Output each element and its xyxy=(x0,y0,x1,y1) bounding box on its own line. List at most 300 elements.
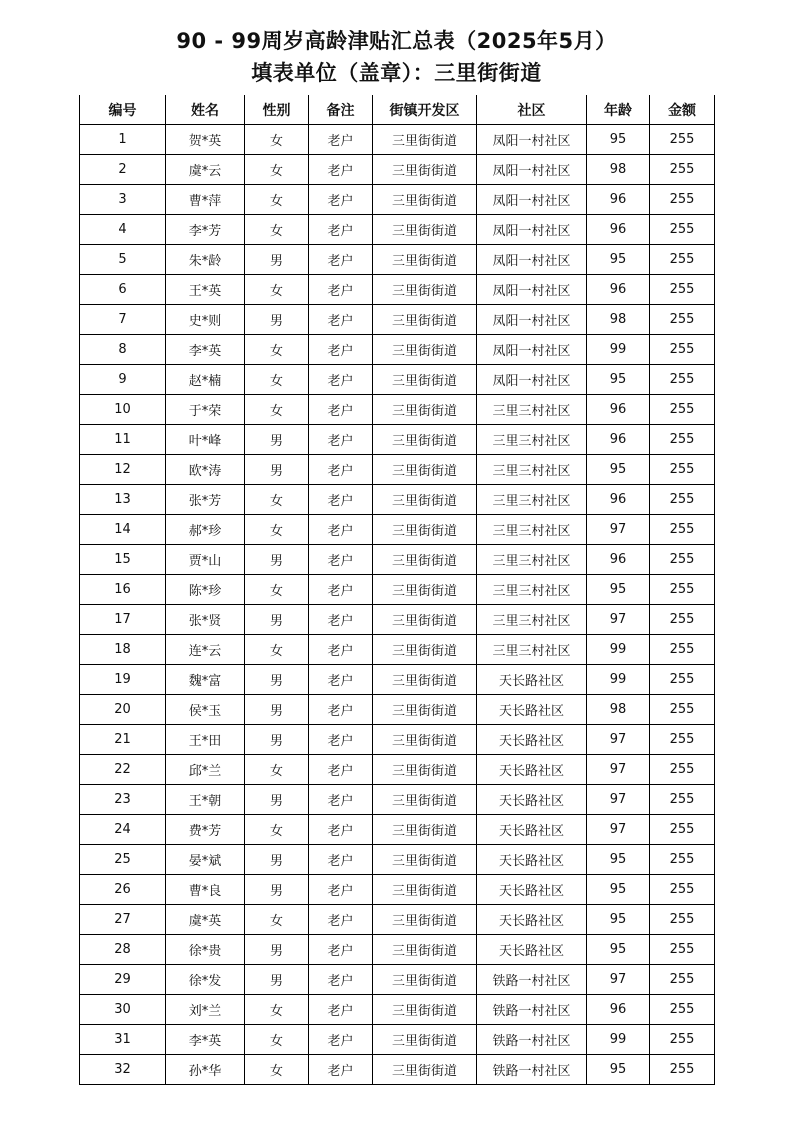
cell-community: 凤阳一村社区 xyxy=(477,245,587,275)
cell-street: 三里街街道 xyxy=(373,875,477,905)
cell-id: 27 xyxy=(80,905,166,935)
table-row xyxy=(80,755,715,785)
cell-age: 96 xyxy=(587,995,650,1025)
cell-amount: 255 xyxy=(650,545,715,575)
cell-street: 三里街街道 xyxy=(373,965,477,995)
cell-community: 凤阳一村社区 xyxy=(477,335,587,365)
cell-street: 三里街街道 xyxy=(373,1025,477,1055)
cell-id: 21 xyxy=(80,725,166,755)
cell-gender: 女 xyxy=(245,155,309,185)
cell-age: 95 xyxy=(587,905,650,935)
table-row xyxy=(80,155,715,185)
cell-name: 侯*玉 xyxy=(166,695,245,725)
cell-id: 16 xyxy=(80,575,166,605)
table-row xyxy=(80,305,715,335)
cell-street: 三里街街道 xyxy=(373,395,477,425)
cell-community: 三里三村社区 xyxy=(477,425,587,455)
cell-street: 三里街街道 xyxy=(373,695,477,725)
cell-gender: 男 xyxy=(245,425,309,455)
cell-name: 李*英 xyxy=(166,1025,245,1055)
cell-age: 97 xyxy=(587,785,650,815)
cell-name: 邱*兰 xyxy=(166,755,245,785)
table-row xyxy=(80,695,715,725)
cell-name: 费*芳 xyxy=(166,815,245,845)
cell-age: 95 xyxy=(587,365,650,395)
cell-amount: 255 xyxy=(650,995,715,1025)
cell-amount: 255 xyxy=(650,875,715,905)
cell-street: 三里街街道 xyxy=(373,755,477,785)
cell-age: 96 xyxy=(587,215,650,245)
cell-community: 天长路社区 xyxy=(477,665,587,695)
cell-id: 12 xyxy=(80,455,166,485)
cell-age: 95 xyxy=(587,575,650,605)
table-row xyxy=(80,485,715,515)
cell-community: 三里三村社区 xyxy=(477,395,587,425)
table-row xyxy=(80,125,715,155)
cell-amount: 255 xyxy=(650,935,715,965)
cell-note: 老户 xyxy=(309,1055,373,1085)
cell-id: 11 xyxy=(80,425,166,455)
cell-id: 8 xyxy=(80,335,166,365)
cell-street: 三里街街道 xyxy=(373,335,477,365)
cell-amount: 255 xyxy=(650,305,715,335)
cell-id: 13 xyxy=(80,485,166,515)
cell-note: 老户 xyxy=(309,695,373,725)
cell-community: 三里三村社区 xyxy=(477,455,587,485)
cell-gender: 男 xyxy=(245,665,309,695)
cell-community: 凤阳一村社区 xyxy=(477,185,587,215)
cell-name: 李*英 xyxy=(166,335,245,365)
cell-name: 曹*萍 xyxy=(166,185,245,215)
cell-gender: 女 xyxy=(245,185,309,215)
cell-gender: 女 xyxy=(245,215,309,245)
cell-age: 98 xyxy=(587,305,650,335)
table-row xyxy=(80,605,715,635)
table-row xyxy=(80,425,715,455)
cell-community: 天长路社区 xyxy=(477,695,587,725)
table-body xyxy=(80,125,715,1085)
cell-id: 4 xyxy=(80,215,166,245)
cell-gender: 男 xyxy=(245,545,309,575)
cell-note: 老户 xyxy=(309,845,373,875)
cell-age: 97 xyxy=(587,815,650,845)
cell-note: 老户 xyxy=(309,965,373,995)
cell-amount: 255 xyxy=(650,425,715,455)
cell-community: 天长路社区 xyxy=(477,875,587,905)
cell-gender: 女 xyxy=(245,575,309,605)
cell-note: 老户 xyxy=(309,455,373,485)
cell-note: 老户 xyxy=(309,875,373,905)
cell-age: 96 xyxy=(587,545,650,575)
cell-amount: 255 xyxy=(650,725,715,755)
cell-gender: 女 xyxy=(245,485,309,515)
table-row xyxy=(80,1025,715,1055)
cell-note: 老户 xyxy=(309,575,373,605)
table-row xyxy=(80,665,715,695)
table-row xyxy=(80,995,715,1025)
cell-name: 于*荣 xyxy=(166,395,245,425)
cell-street: 三里街街道 xyxy=(373,845,477,875)
cell-name: 赵*楠 xyxy=(166,365,245,395)
table-row xyxy=(80,185,715,215)
cell-name: 陈*珍 xyxy=(166,575,245,605)
cell-note: 老户 xyxy=(309,515,373,545)
cell-community: 凤阳一村社区 xyxy=(477,275,587,305)
cell-gender: 男 xyxy=(245,785,309,815)
cell-gender: 女 xyxy=(245,335,309,365)
cell-amount: 255 xyxy=(650,185,715,215)
cell-note: 老户 xyxy=(309,425,373,455)
cell-street: 三里街街道 xyxy=(373,905,477,935)
cell-street: 三里街街道 xyxy=(373,515,477,545)
cell-amount: 255 xyxy=(650,395,715,425)
cell-amount: 255 xyxy=(650,155,715,185)
cell-community: 铁路一村社区 xyxy=(477,965,587,995)
cell-note: 老户 xyxy=(309,905,373,935)
cell-community: 铁路一村社区 xyxy=(477,1055,587,1085)
cell-name: 朱*龄 xyxy=(166,245,245,275)
cell-amount: 255 xyxy=(650,815,715,845)
cell-community: 铁路一村社区 xyxy=(477,1025,587,1055)
cell-id: 30 xyxy=(80,995,166,1025)
cell-gender: 女 xyxy=(245,395,309,425)
table-row xyxy=(80,245,715,275)
cell-name: 徐*贵 xyxy=(166,935,245,965)
cell-name: 王*田 xyxy=(166,725,245,755)
cell-id: 25 xyxy=(80,845,166,875)
cell-age: 95 xyxy=(587,245,650,275)
cell-note: 老户 xyxy=(309,305,373,335)
cell-id: 23 xyxy=(80,785,166,815)
table-row xyxy=(80,575,715,605)
header-age: 年龄 xyxy=(587,95,650,125)
cell-amount: 255 xyxy=(650,215,715,245)
cell-age: 99 xyxy=(587,1025,650,1055)
cell-street: 三里街街道 xyxy=(373,935,477,965)
cell-note: 老户 xyxy=(309,485,373,515)
cell-amount: 255 xyxy=(650,365,715,395)
cell-street: 三里街街道 xyxy=(373,575,477,605)
cell-age: 99 xyxy=(587,665,650,695)
cell-note: 老户 xyxy=(309,665,373,695)
cell-amount: 255 xyxy=(650,515,715,545)
cell-id: 17 xyxy=(80,605,166,635)
cell-id: 32 xyxy=(80,1055,166,1085)
cell-street: 三里街街道 xyxy=(373,635,477,665)
cell-community: 天长路社区 xyxy=(477,785,587,815)
cell-gender: 男 xyxy=(245,695,309,725)
cell-gender: 女 xyxy=(245,515,309,545)
cell-community: 天长路社区 xyxy=(477,815,587,845)
cell-age: 95 xyxy=(587,935,650,965)
cell-age: 97 xyxy=(587,725,650,755)
cell-street: 三里街街道 xyxy=(373,125,477,155)
table-row xyxy=(80,875,715,905)
table-row xyxy=(80,815,715,845)
cell-id: 15 xyxy=(80,545,166,575)
cell-age: 96 xyxy=(587,485,650,515)
cell-amount: 255 xyxy=(650,125,715,155)
header-street: 街镇开发区 xyxy=(373,95,477,125)
cell-street: 三里街街道 xyxy=(373,485,477,515)
cell-note: 老户 xyxy=(309,785,373,815)
cell-gender: 男 xyxy=(245,845,309,875)
subsidy-summary-table xyxy=(79,95,715,1085)
cell-gender: 女 xyxy=(245,125,309,155)
table-row xyxy=(80,785,715,815)
cell-id: 10 xyxy=(80,395,166,425)
cell-street: 三里街街道 xyxy=(373,155,477,185)
cell-street: 三里街街道 xyxy=(373,545,477,575)
cell-street: 三里街街道 xyxy=(373,725,477,755)
cell-community: 三里三村社区 xyxy=(477,635,587,665)
cell-gender: 男 xyxy=(245,455,309,485)
table-row xyxy=(80,455,715,485)
cell-community: 凤阳一村社区 xyxy=(477,305,587,335)
cell-age: 99 xyxy=(587,335,650,365)
cell-age: 95 xyxy=(587,455,650,485)
cell-gender: 女 xyxy=(245,365,309,395)
cell-note: 老户 xyxy=(309,995,373,1025)
cell-community: 凤阳一村社区 xyxy=(477,215,587,245)
cell-gender: 女 xyxy=(245,635,309,665)
header-name: 姓名 xyxy=(166,95,245,125)
header-gender: 性别 xyxy=(245,95,309,125)
cell-name: 连*云 xyxy=(166,635,245,665)
cell-amount: 255 xyxy=(650,605,715,635)
cell-name: 晏*斌 xyxy=(166,845,245,875)
cell-id: 7 xyxy=(80,305,166,335)
cell-community: 三里三村社区 xyxy=(477,515,587,545)
table-header-row xyxy=(80,95,715,125)
cell-id: 29 xyxy=(80,965,166,995)
cell-name: 刘*兰 xyxy=(166,995,245,1025)
cell-name: 贺*英 xyxy=(166,125,245,155)
cell-name: 张*贤 xyxy=(166,605,245,635)
cell-street: 三里街街道 xyxy=(373,995,477,1025)
cell-id: 24 xyxy=(80,815,166,845)
cell-name: 欧*涛 xyxy=(166,455,245,485)
cell-id: 22 xyxy=(80,755,166,785)
cell-note: 老户 xyxy=(309,335,373,365)
table-row xyxy=(80,635,715,665)
cell-id: 2 xyxy=(80,155,166,185)
cell-id: 19 xyxy=(80,665,166,695)
cell-street: 三里街街道 xyxy=(373,785,477,815)
header-amount: 金额 xyxy=(650,95,715,125)
cell-community: 铁路一村社区 xyxy=(477,995,587,1025)
cell-street: 三里街街道 xyxy=(373,245,477,275)
cell-name: 王*英 xyxy=(166,275,245,305)
cell-note: 老户 xyxy=(309,275,373,305)
cell-age: 95 xyxy=(587,125,650,155)
cell-amount: 255 xyxy=(650,965,715,995)
cell-gender: 男 xyxy=(245,965,309,995)
cell-name: 王*朝 xyxy=(166,785,245,815)
cell-gender: 女 xyxy=(245,905,309,935)
table-row xyxy=(80,545,715,575)
cell-note: 老户 xyxy=(309,125,373,155)
cell-gender: 女 xyxy=(245,275,309,305)
cell-id: 6 xyxy=(80,275,166,305)
cell-id: 20 xyxy=(80,695,166,725)
cell-community: 凤阳一村社区 xyxy=(477,155,587,185)
cell-id: 26 xyxy=(80,875,166,905)
cell-age: 96 xyxy=(587,395,650,425)
header-community: 社区 xyxy=(477,95,587,125)
cell-note: 老户 xyxy=(309,395,373,425)
cell-community: 天长路社区 xyxy=(477,935,587,965)
cell-note: 老户 xyxy=(309,635,373,665)
cell-amount: 255 xyxy=(650,575,715,605)
cell-note: 老户 xyxy=(309,245,373,275)
cell-name: 虞*云 xyxy=(166,155,245,185)
cell-gender: 男 xyxy=(245,245,309,275)
cell-name: 贾*山 xyxy=(166,545,245,575)
cell-note: 老户 xyxy=(309,215,373,245)
table-row xyxy=(80,275,715,305)
cell-id: 1 xyxy=(80,125,166,155)
cell-name: 李*芳 xyxy=(166,215,245,245)
cell-street: 三里街街道 xyxy=(373,305,477,335)
cell-amount: 255 xyxy=(650,275,715,305)
cell-street: 三里街街道 xyxy=(373,215,477,245)
cell-age: 95 xyxy=(587,875,650,905)
cell-amount: 255 xyxy=(650,635,715,665)
cell-age: 97 xyxy=(587,965,650,995)
cell-street: 三里街街道 xyxy=(373,425,477,455)
cell-age: 95 xyxy=(587,845,650,875)
cell-community: 三里三村社区 xyxy=(477,575,587,605)
cell-gender: 男 xyxy=(245,305,309,335)
table-row xyxy=(80,725,715,755)
cell-gender: 男 xyxy=(245,725,309,755)
cell-amount: 255 xyxy=(650,245,715,275)
cell-note: 老户 xyxy=(309,605,373,635)
table-row xyxy=(80,335,715,365)
table-row xyxy=(80,1055,715,1085)
table-row xyxy=(80,935,715,965)
cell-gender: 女 xyxy=(245,815,309,845)
table-row xyxy=(80,965,715,995)
cell-age: 99 xyxy=(587,635,650,665)
cell-note: 老户 xyxy=(309,935,373,965)
cell-gender: 男 xyxy=(245,935,309,965)
cell-note: 老户 xyxy=(309,1025,373,1055)
cell-id: 3 xyxy=(80,185,166,215)
cell-amount: 255 xyxy=(650,485,715,515)
cell-amount: 255 xyxy=(650,335,715,365)
cell-id: 28 xyxy=(80,935,166,965)
cell-note: 老户 xyxy=(309,815,373,845)
cell-amount: 255 xyxy=(650,1055,715,1085)
cell-community: 凤阳一村社区 xyxy=(477,365,587,395)
table-row xyxy=(80,515,715,545)
cell-name: 徐*发 xyxy=(166,965,245,995)
cell-amount: 255 xyxy=(650,695,715,725)
cell-amount: 255 xyxy=(650,1025,715,1055)
cell-community: 天长路社区 xyxy=(477,905,587,935)
cell-name: 魏*富 xyxy=(166,665,245,695)
cell-name: 曹*良 xyxy=(166,875,245,905)
cell-note: 老户 xyxy=(309,365,373,395)
cell-name: 虞*英 xyxy=(166,905,245,935)
cell-id: 31 xyxy=(80,1025,166,1055)
cell-age: 98 xyxy=(587,695,650,725)
cell-gender: 女 xyxy=(245,1025,309,1055)
cell-note: 老户 xyxy=(309,155,373,185)
cell-street: 三里街街道 xyxy=(373,1055,477,1085)
cell-community: 三里三村社区 xyxy=(477,545,587,575)
cell-name: 史*则 xyxy=(166,305,245,335)
cell-street: 三里街街道 xyxy=(373,815,477,845)
cell-street: 三里街街道 xyxy=(373,605,477,635)
cell-street: 三里街街道 xyxy=(373,455,477,485)
cell-name: 郝*珍 xyxy=(166,515,245,545)
cell-id: 5 xyxy=(80,245,166,275)
cell-amount: 255 xyxy=(650,755,715,785)
cell-note: 老户 xyxy=(309,755,373,785)
cell-age: 96 xyxy=(587,425,650,455)
table-row xyxy=(80,905,715,935)
cell-amount: 255 xyxy=(650,785,715,815)
cell-community: 天长路社区 xyxy=(477,755,587,785)
cell-amount: 255 xyxy=(650,845,715,875)
cell-amount: 255 xyxy=(650,905,715,935)
cell-note: 老户 xyxy=(309,185,373,215)
cell-age: 96 xyxy=(587,185,650,215)
cell-age: 97 xyxy=(587,755,650,785)
cell-street: 三里街街道 xyxy=(373,365,477,395)
cell-name: 张*芳 xyxy=(166,485,245,515)
table-row xyxy=(80,395,715,425)
cell-note: 老户 xyxy=(309,545,373,575)
cell-gender: 男 xyxy=(245,605,309,635)
cell-age: 96 xyxy=(587,275,650,305)
header-note: 备注 xyxy=(309,95,373,125)
cell-amount: 255 xyxy=(650,455,715,485)
table-row xyxy=(80,365,715,395)
filing-unit-line: 填表单位（盖章）：三里街街道 xyxy=(251,61,542,85)
cell-community: 三里三村社区 xyxy=(477,485,587,515)
cell-age: 97 xyxy=(587,515,650,545)
table-row xyxy=(80,845,715,875)
cell-community: 天长路社区 xyxy=(477,725,587,755)
cell-gender: 男 xyxy=(245,875,309,905)
cell-id: 18 xyxy=(80,635,166,665)
cell-community: 天长路社区 xyxy=(477,845,587,875)
cell-street: 三里街街道 xyxy=(373,665,477,695)
cell-age: 97 xyxy=(587,605,650,635)
cell-id: 9 xyxy=(80,365,166,395)
cell-name: 孙*华 xyxy=(166,1055,245,1085)
cell-gender: 女 xyxy=(245,755,309,785)
cell-note: 老户 xyxy=(309,725,373,755)
cell-gender: 女 xyxy=(245,995,309,1025)
cell-street: 三里街街道 xyxy=(373,275,477,305)
table-row xyxy=(80,215,715,245)
cell-id: 14 xyxy=(80,515,166,545)
document-title: 90 - 99周岁高龄津贴汇总表（2025年5月） xyxy=(176,29,617,53)
cell-amount: 255 xyxy=(650,665,715,695)
header-id: 编号 xyxy=(80,95,166,125)
cell-community: 三里三村社区 xyxy=(477,605,587,635)
cell-community: 凤阳一村社区 xyxy=(477,125,587,155)
cell-age: 98 xyxy=(587,155,650,185)
cell-age: 95 xyxy=(587,1055,650,1085)
cell-gender: 女 xyxy=(245,1055,309,1085)
cell-name: 叶*峰 xyxy=(166,425,245,455)
